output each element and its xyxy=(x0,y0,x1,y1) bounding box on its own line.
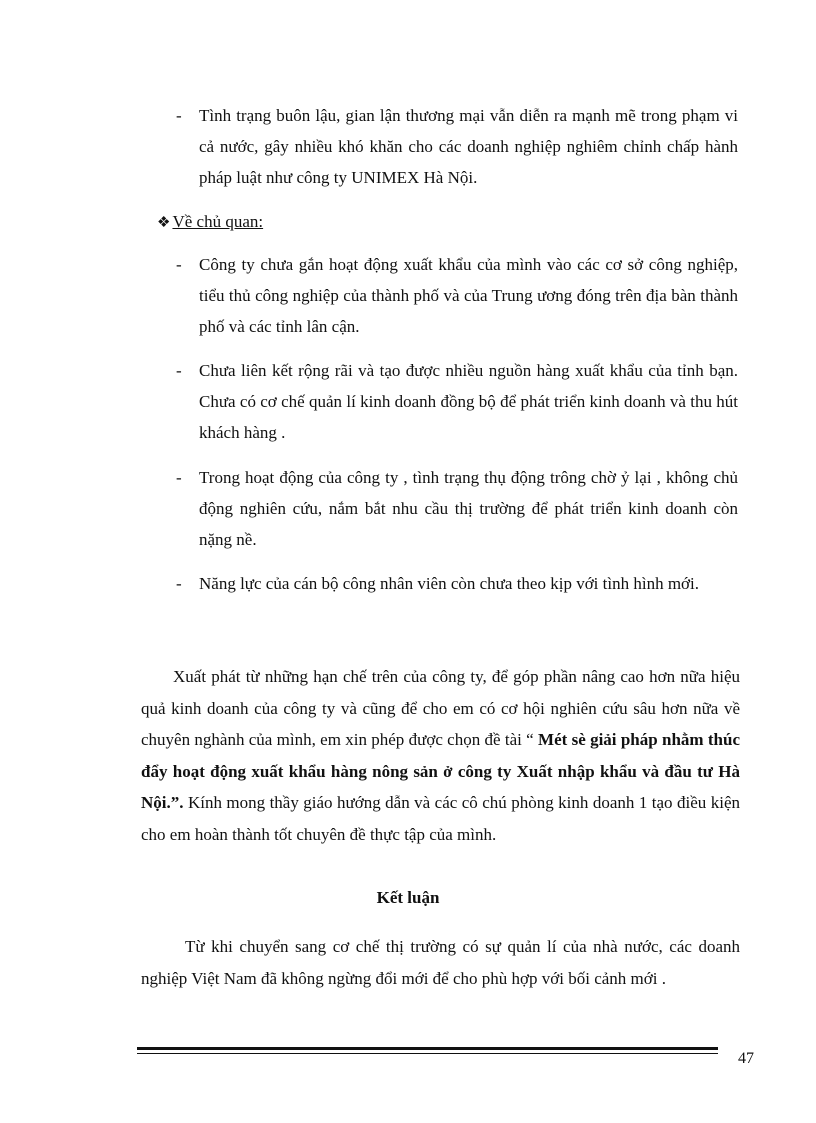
diamond-bullet-icon: ❖ xyxy=(157,215,171,231)
list-item xyxy=(176,568,738,599)
bullet-dash: - xyxy=(176,468,182,487)
conclusion-paragraph: Từ khi chuyển sang cơ chế thị trường có sự quản lí của nhà nước, các doanh nghiệp Việt Nam đã không ngừng đổi mới để cho phù hợp với bối cảnh mới . xyxy=(141,937,740,988)
footer-rule-thin xyxy=(137,1053,718,1054)
bullet-dash: - xyxy=(176,106,182,125)
body-paragraph xyxy=(141,661,740,850)
list-item xyxy=(176,462,738,555)
topic-title-bold: Mét sè giải pháp nhằm thúc đẩy hoạt động xuất khẩu hàng nông sản ở công ty Xuất nhập khẩu và đầu tư Hà Nội.”. xyxy=(141,730,740,812)
section-heading xyxy=(157,206,263,239)
footer-rule-thick xyxy=(137,1047,718,1050)
bullet-text: Tình trạng buôn lậu, gian lận thương mại vẫn diễn ra mạnh mẽ trong phạm vi cả nước, gây nhiều khó khăn cho các doanh nghiệp nghiêm chỉnh chấp hành pháp luật như công ty UNIMEX Hà Nội. xyxy=(199,106,738,187)
paragraph-text: Xuất phát từ những hạn chế trên của công ty, để góp phần nâng cao hơn nữa hiệu quả kinh doanh của công ty và cũng để cho em có cơ hội nghiên cứu sâu hơn nữa về chuyên nghành của mình, em xin phép được chọn đề tài “ xyxy=(141,667,740,749)
list-item xyxy=(176,100,738,193)
section-heading-label: Về chủ quan: xyxy=(172,212,264,231)
bullet-dash: - xyxy=(176,574,182,593)
bullet-dash: - xyxy=(176,361,182,380)
bullet-text: Trong hoạt động của công ty , tình trạng thụ động trông chờ ỷ lại , không chủ động nghiên cứu, nắm bắt nhu cầu thị trường để phát triển kinh doanh còn nặng nề. xyxy=(199,468,738,549)
bullet-text: Công ty chưa gắn hoạt động xuất khẩu của mình vào các cơ sở công nghiệp, tiểu thủ công nghiệp của thành phố và của Trung ương đóng trên địa bàn thành phố và các tỉnh lân cận. xyxy=(199,255,738,336)
section-title: Kết luận xyxy=(376,888,440,907)
list-item xyxy=(176,249,738,342)
bullet-dash: - xyxy=(176,255,182,274)
list-item xyxy=(176,355,738,448)
bullet-text: Năng lực của cán bộ công nhân viên còn chưa theo kịp với tình hình mới. xyxy=(199,574,700,593)
paragraph-text: Kính mong thầy giáo hướng dẫn và các cô chú phòng kinh doanh 1 tạo điều kiện cho em hoàn thành tốt chuyên đề thực tập của mình. xyxy=(141,793,740,844)
bullet-text: Chưa liên kết rộng rãi và tạo được nhiều nguồn hàng xuất khẩu của tỉnh bạn. Chưa có cơ chế quản lí kinh doanh đồng bộ để phát triển kinh doanh và thu hút khách hàng . xyxy=(199,361,738,442)
page-number: 47 xyxy=(738,1050,754,1067)
